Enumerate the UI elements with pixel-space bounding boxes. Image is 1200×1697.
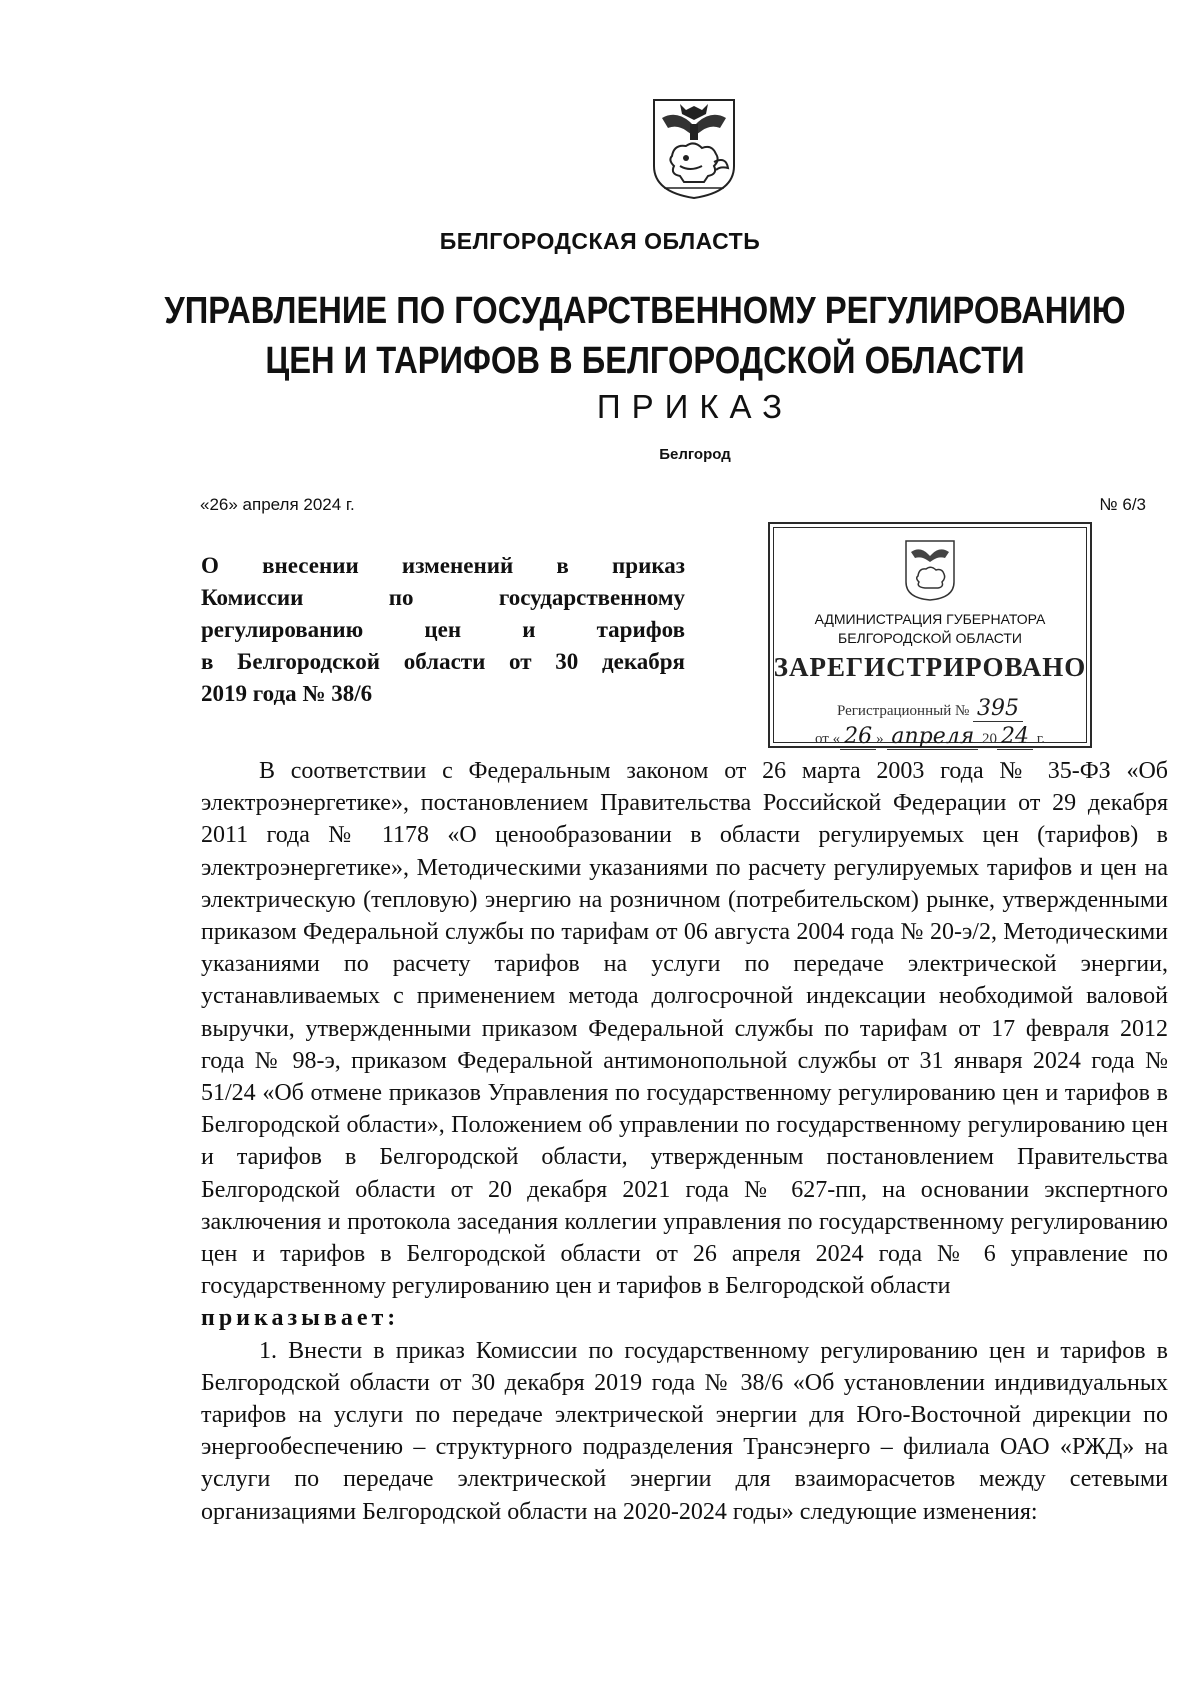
coat-of-arms-emblem [650,96,738,200]
document-body [201,755,1168,1528]
stamp-org-line1: АДМИНИСТРАЦИЯ ГУБЕРНАТОРА [814,611,1046,627]
stamp-reg-label: Регистрационный № [836,703,970,719]
stamp-date-row: от « 26 » апреля 20 24 г. [814,724,1046,749]
subject-line: в Белгородской области от 30 декабря [201,649,685,674]
stamp-coat-of-arms-icon [903,538,957,602]
document-number: № 6/3 [1099,495,1146,514]
body-paragraph-item-1: 1. Внести в приказ Комиссии по государственному регулированию цен и тарифов в Белгородской области от 30 декабря 2019 года № 38/6 «Об установлении индивидуальных тарифов на услуги по передаче электрической энергии для Юго-Восточной дирекции по энергообеспечению – структурного подразделения Трансэнерго – филиала ОАО «РЖД» на услуги по передаче электрической энергии для взаиморасчетов между сетевыми организациями Белгородской области на 2020-2024 годы» следующие изменения: [201,1337,1168,1525]
stamp-reg-number-row [770,696,1090,721]
stamp-from-label: от « [814,731,841,747]
stamp-org-line2: БЕЛГОРОДСКОЙ ОБЛАСТИ [838,630,1022,646]
registration-stamp [768,522,1092,748]
body-paragraph-preamble: В соответствии с Федеральным законом от 26 марта 2003 года № 35-ФЗ «Об электроэнергетике», постановлением Правительства Российской Федерации от 29 декабря 2011 года № 1178 «О ценообразовании в области регулируемых цен (тарифов) в электроэнергетике», Методическими указаниями по расчету регулируемых тарифов и цен на электрическую (тепловую) энергию на розничном (потребительском) рынке, утвержденными приказом Федеральной службы по тарифам от 06 августа 2004 года № 20-э/2, Методическими указаниями по расчету тарифов на услуги по передаче электрической энергии, устанавливаемых с применением метода долгосрочной индексации необходимой валовой выручки, утвержденными приказом Федеральной службы по тарифам от 17 февраля 2012 года № 98-э, приказом Федеральной антимонопольной службы от 31 января 2024 года № 51/24 «Об отмене приказов Управления по государственному регулированию цен и тарифов в Белгородской области», Положением об управлении по государственному регулированию цен и тарифов в Белгородской области, утвержденным постановлением Правительства Белгородской области от 20 декабря 2021 года № 627-пп, на основании экспертного заключения и протокола заседания коллегии управления по государственному регулированию цен и тарифов в Белгородской области от 26 апреля 2024 года № 6 управление по государственному регулированию цен и тарифов в Белгородской области [201,758,1168,1300]
stamp-reg-number: 395 [973,696,1023,722]
stamp-year-prefix: 20 [982,731,998,747]
document-subject [201,550,685,710]
subject-line: регулированию цен и тарифов [201,617,685,642]
document-type: ПРИКАЗ [596,388,794,425]
agency-title-line2: ЦЕН И ТАРИФОВ В БЕЛГОРОДСКОЙ ОБЛАСТИ [265,340,1025,382]
subject-line: О внесении изменений в приказ [201,553,685,578]
agency-title-line1: УПРАВЛЕНИЕ ПО ГОСУДАРСТВЕННОМУ РЕГУЛИРОВАНИЮ [164,290,1126,332]
region-title: БЕЛГОРОДСКАЯ ОБЛАСТЬ [439,228,761,254]
city-name: Белгород [659,446,731,463]
stamp-day: 26 [840,724,876,750]
subject-line: Комиссии по государственному [201,585,685,610]
document-date: «26» апреля 2024 г. [200,495,355,514]
orders-word: приказывает: [201,1305,400,1332]
stamp-year-end: г. [1036,731,1046,747]
subject-line: 2019 года № 38/6 [201,681,373,706]
stamp-organization [770,610,1090,648]
agency-title [90,286,1199,386]
stamp-month: апреля [887,724,978,750]
stamp-year-suffix: 24 [997,724,1033,750]
stamp-status: ЗАРЕГИСТРИРОВАНО [773,652,1087,682]
